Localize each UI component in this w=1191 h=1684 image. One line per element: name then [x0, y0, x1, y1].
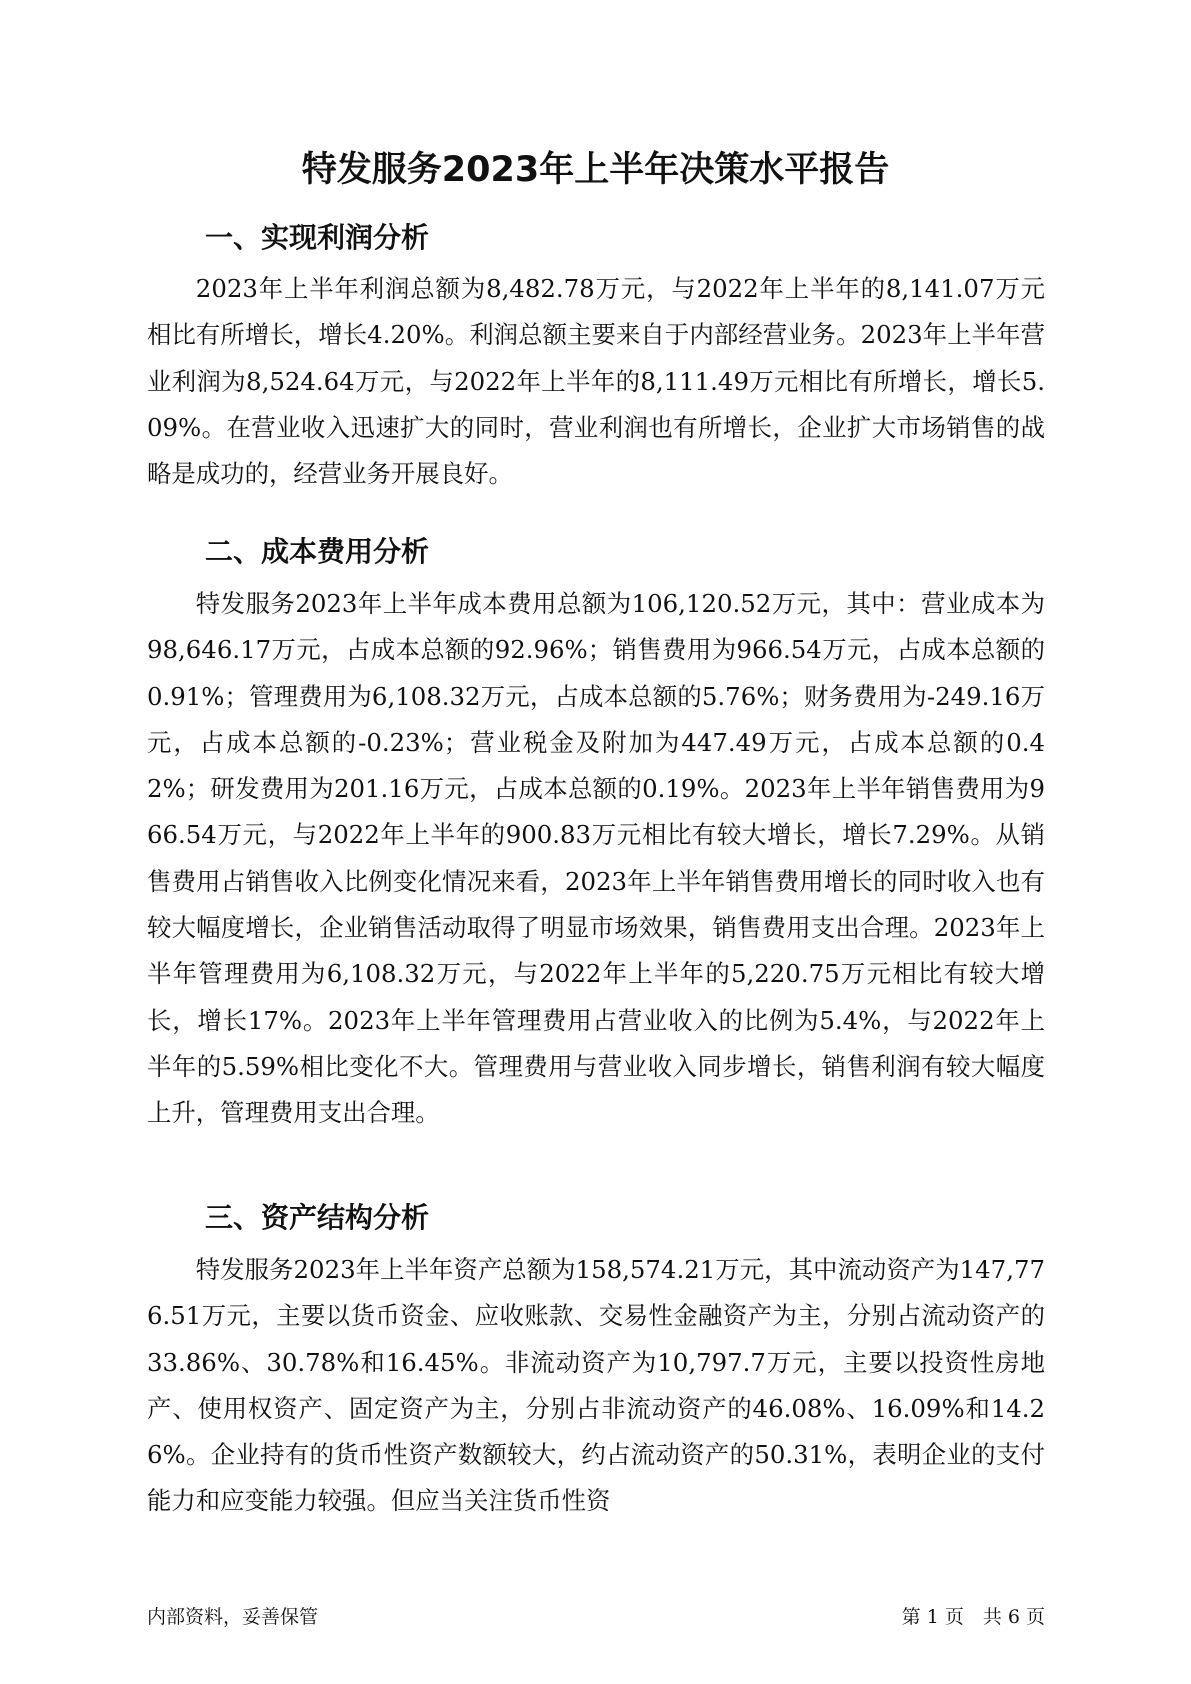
section-heading-assets: 三、资产结构分析: [205, 1201, 430, 1234]
section-body-cost: 特发服务2023年上半年成本费用总额为106,120.52万元，其中：营业成本为98,646.17万元，占成本总额的92.96%；销售费用为966.54万元，占成本总额的0.91%；管理费用为6,108.32万元，占成本总额的5.76%；财务费用为-249.16万元，占成本总额的-0.23%；营业税金及附加为447.49万元，占成本总额的0.42%；研发费用为201.16万元，占成本总额的0.19%。2023年上半年销售费用为966.54万元，与2022年上半年的900.83万元相比有较大增长，增长7.29%。从销售费用占销售收入比例变化情况来看，2023年上半年销售费用增长的同时收入也有较大幅度增长，企业销售活动取得了明显市场效果，销售费用支出合理。2023年上半年管理费用为6,108.32万元，与2022年上半年的5,220.75万元相比有较大增长，增长17%。2023年上半年管理费用占营业收入的比例为5.4%，与2022年上半年的5.59%相比变化不大。管理费用与营业收入同步增长，销售利润有较大幅度上升，管理费用支出合理。: [147, 589, 1045, 1128]
footer-confidential-note: 内部资料，妥善保管: [147, 1606, 319, 1628]
section-body-profit: 2023年上半年利润总额为8,482.78万元，与2022年上半年的8,141.07万元相比有所增长，增长4.20%。利润总额主要来自于内部经营业务。2023年上半年营业利润为8,524.64万元，与2022年上半年的8,111.49万元相比有所增长，增长5.09%。在营业收入迅速扩大的同时，营业利润也有所增长，企业扩大市场销售的战略是成功的，经营业务开展良好。: [147, 274, 1045, 489]
section-heading-profit: 一、实现利润分析: [205, 221, 430, 254]
footer-page-number: 第 1 页 共 6 页: [901, 1606, 1045, 1628]
section-body-assets: 特发服务2023年上半年资产总额为158,574.21万元，其中流动资产为147,776.51万元，主要以货币资金、应收账款、交易性金融资产为主，分别占流动资产的33.86%、30.78%和16.45%。非流动资产为10,797.7万元，主要以投资性房地产、使用权资产、固定资产为主，分别占非流动资产的46.08%、16.09%和14.26%。企业持有的货币性资产数额较大，约占流动资产的50.31%，表明企业的支付能力和应变能力较强。但应当关注货币性资: [147, 1255, 1045, 1516]
section-heading-cost: 二、成本费用分析: [205, 535, 430, 568]
report-title: 特发服务2023年上半年决策水平报告: [301, 150, 890, 190]
